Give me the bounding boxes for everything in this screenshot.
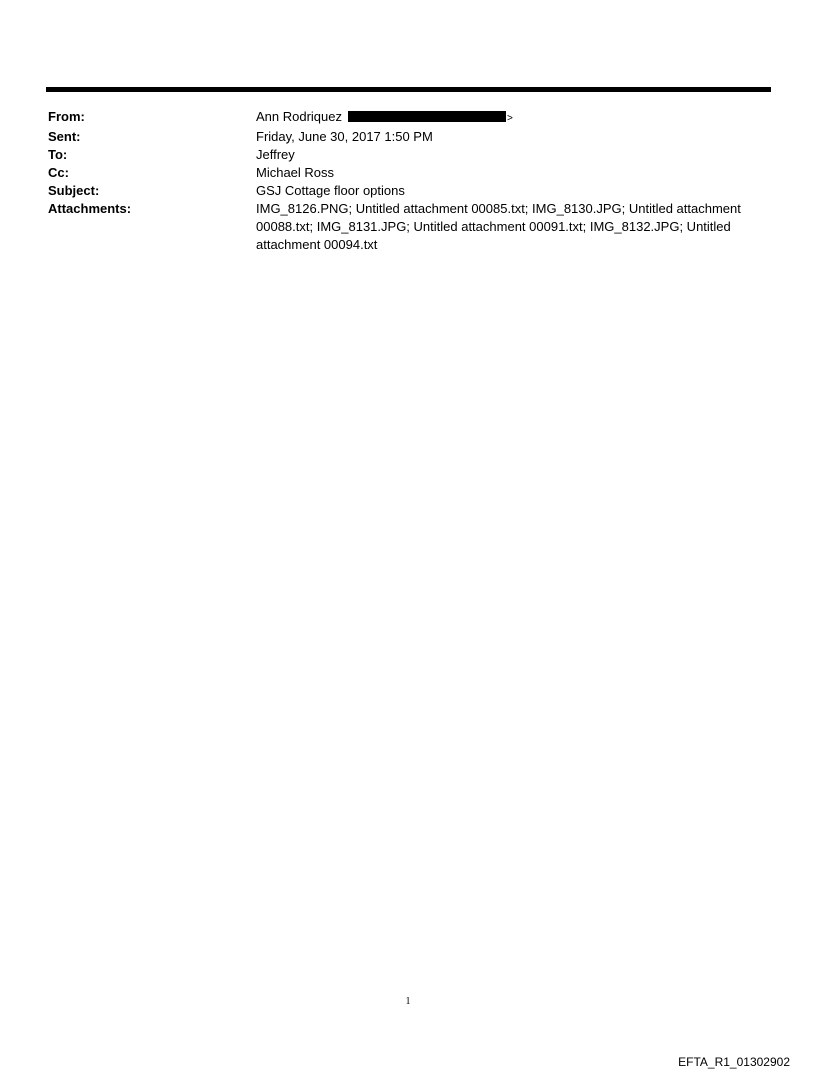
- to-row: [48, 146, 758, 164]
- page-number: 1: [405, 996, 411, 1007]
- cc-label: Cc:: [48, 165, 69, 180]
- subject-row: [48, 182, 758, 200]
- sent-row: [48, 128, 758, 146]
- subject-label: Subject:: [48, 183, 100, 198]
- header-rule: [46, 87, 771, 92]
- email-header: [48, 108, 758, 254]
- to-value: Jeffrey: [256, 147, 295, 162]
- redaction-tail: >: [507, 113, 513, 124]
- from-row: [48, 108, 758, 128]
- attachments-label: Attachments:: [48, 201, 132, 216]
- to-label: To:: [48, 147, 68, 162]
- sent-label: Sent:: [48, 129, 81, 144]
- attachments-value: IMG_8126.PNG; Untitled attachment 00085.txt; IMG_8130.JPG; Untitled attachment 00088.txt; IMG_8131.JPG; Untitled attachment 00091.txt; IMG_8132.JPG; Untitled attachment 00094.txt: [256, 201, 741, 252]
- from-value: [256, 108, 758, 128]
- redaction-bar: [348, 111, 506, 122]
- sender-name: Ann Rodriquez: [256, 109, 342, 124]
- subject-value: GSJ Cottage floor options: [256, 183, 405, 198]
- sent-value: Friday, June 30, 2017 1:50 PM: [256, 129, 433, 144]
- from-label: From:: [48, 109, 85, 124]
- attachments-row: [48, 200, 758, 254]
- cc-value: Michael Ross: [256, 165, 335, 180]
- document-id: EFTA_R1_01302902: [678, 1055, 790, 1069]
- cc-row: [48, 164, 758, 182]
